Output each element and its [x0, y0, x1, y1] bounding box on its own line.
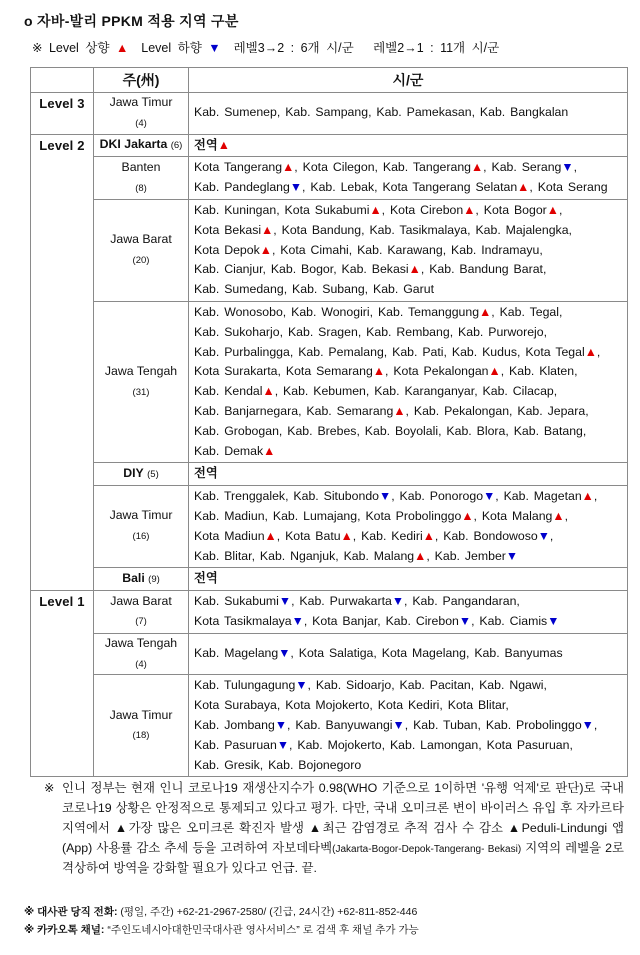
- province-cell: [94, 675, 189, 777]
- city-name: Kab. Kediri: [361, 528, 423, 543]
- city-name: Kota Depok: [194, 242, 260, 257]
- city-name: Kab. Grobogan: [194, 423, 279, 438]
- cities-line: Kab. Banjarnegara, Kab. Semarang▲, Kab. Pekalongan, Kab. Jepara,: [194, 403, 589, 418]
- header-province: 주(州): [94, 68, 189, 93]
- city-name: Kab. Boyolali: [364, 423, 439, 438]
- city-name: Kota Surabaya: [194, 698, 277, 713]
- cities-line: Kab. Pandeglang▼, Kab. Lebak, Kota Tangerang Selatan▲, Kota Serang: [194, 180, 608, 195]
- triangle-down-icon: ▼: [295, 678, 308, 693]
- city-name: Kab. Temanggung: [377, 304, 480, 319]
- triangle-up-icon: ▲: [408, 262, 421, 277]
- cities-line: Kab. Sumenep, Kab. Sampang, Kab. Pamekasan, Kab. Bangkalan: [194, 105, 569, 120]
- province-count: (7): [135, 616, 147, 628]
- city-name: Kab. Ponorogo: [399, 489, 484, 504]
- city-name: Kab. Sumenep: [194, 105, 277, 120]
- cities-cell: [189, 199, 628, 301]
- province-cell: [94, 157, 189, 200]
- triangle-up-icon: ▲: [259, 242, 272, 257]
- city-name: Kab. Nganjuk: [259, 548, 336, 563]
- cities-line: Kab. Magelang▼, Kota Salatiga, Kota Magelang, Kab. Banyumas: [194, 646, 563, 661]
- city-name: Kab. Bondowoso: [443, 528, 538, 543]
- city-name: Kab. Lamongan: [389, 737, 479, 752]
- cities-line: Kab. Madiun, Kab. Lumajang, Kota Probolinggo▲, Kota Malang▲,: [194, 508, 568, 523]
- province-count: (18): [132, 730, 150, 742]
- triangle-down-icon: ▼: [276, 737, 290, 752]
- table-row: [31, 568, 628, 591]
- triangle-up-icon: ▲: [340, 528, 353, 543]
- triangle-down-icon: ▼: [505, 548, 519, 563]
- city-name: Kab. Batang: [513, 423, 583, 438]
- legend-up-label: ※ Level 상향: [32, 41, 110, 55]
- triangle-down-icon: ▼: [581, 717, 594, 732]
- city-name: Kab. Demak: [194, 443, 264, 458]
- triangle-down-icon: ▼: [561, 160, 574, 175]
- contact-label: ※ 대사관 당직 전화:: [24, 906, 118, 919]
- kakaotalk-channel: [24, 921, 628, 939]
- city-name: Kota Blitar: [447, 698, 506, 713]
- triangle-down-icon: ▼: [274, 717, 287, 732]
- city-name: Kota Sukabumi: [284, 202, 370, 217]
- city-name: Kota Pekalongan: [393, 364, 489, 379]
- note-small-text: (Jakarta-Bogor-Depok-Tangerang- Bekasi): [332, 843, 522, 855]
- city-name: Kab. Sukoharjo: [194, 324, 280, 339]
- triangle-up-icon: ▲: [393, 403, 406, 418]
- cities-cell: [189, 93, 628, 135]
- province-name: Jawa Timur: [109, 707, 173, 722]
- city-name: Kab. Magetan: [503, 489, 582, 504]
- city-name: Kab. Purbalingga: [194, 344, 290, 359]
- city-name: Kab. Brebes: [287, 423, 357, 438]
- triangle-up-icon: ▲: [584, 344, 597, 359]
- city-name: Kab. Tuban: [413, 717, 478, 732]
- cities-cell: [189, 486, 628, 568]
- triangle-up-icon: ▲: [217, 137, 230, 152]
- city-name: Kab. Gresik: [194, 757, 260, 772]
- contact-value: “주인도네시아대한민국대사관 영사서비스” 로 검색 후 채널 추가 가능: [104, 924, 419, 937]
- province-cell: [94, 591, 189, 634]
- legend-summary: 레벨3→2 : 6개 시/군 레벨2→1 : 11개 시/군: [233, 41, 500, 55]
- table-row: [31, 157, 628, 200]
- city-name: Kab. Cianjur: [194, 262, 263, 277]
- city-name: Kota Semarang: [285, 364, 373, 379]
- city-name: Kab. Indramayu: [451, 242, 540, 257]
- city-name: Kota Tasikmalaya: [194, 613, 292, 628]
- city-name: Kab. Wonogiri: [291, 304, 370, 319]
- city-name: Kab. Banyumas: [474, 646, 563, 661]
- city-name: Kota Madiun: [194, 528, 265, 543]
- province-cell: [94, 486, 189, 568]
- province-cell: [94, 568, 189, 591]
- cities-line: Kab. Wonosobo, Kab. Wonogiri, Kab. Temanggung▲, Kab. Tegal,: [194, 304, 563, 319]
- triangle-down-icon: ▼: [278, 646, 291, 661]
- city-name: Kab. Tegal: [499, 304, 559, 319]
- triangle-up-icon: ▲: [479, 304, 492, 319]
- city-name: Kab. Purwakarta: [299, 594, 392, 609]
- city-name: Kab. Karanganyar: [374, 384, 475, 399]
- province-count: (9): [148, 573, 160, 585]
- city-name: Kab. Ciamis: [479, 613, 548, 628]
- triangle-down-icon: ▼: [458, 613, 472, 628]
- note-text-end: 지역의 레벨을 2로 격상하여 방역을 강화할 필요가 있다고 언급. 끝.: [62, 840, 625, 876]
- triangle-up-icon: ▲: [262, 384, 275, 399]
- city-name: Kab. Bogor: [270, 262, 334, 277]
- city-name: Kab. Pasuruan: [194, 737, 277, 752]
- triangle-down-icon: ▼: [483, 489, 496, 504]
- city-name: Kab. Kebumen: [283, 384, 366, 399]
- cities-line: Kab. Kuningan, Kota Sukabumi▲, Kota Cirebon▲, Kota Bogor▲,: [194, 202, 563, 217]
- cities-line: Kota Depok▲, Kota Cimahi, Kab. Karawang, Kab. Indramayu,: [194, 242, 543, 257]
- cities-line: Kab. Kendal▲, Kab. Kebumen, Kab. Karanganyar, Kab. Cilacap,: [194, 384, 558, 399]
- city-name: Kota Tegal: [525, 344, 585, 359]
- triangle-up-icon: ▲: [115, 41, 129, 55]
- cities-line: Kab. Pasuruan▼, Kab. Mojokerto, Kab. Lamongan, Kota Pasuruan,: [194, 737, 573, 752]
- city-name: Kab. Bekasi: [341, 262, 409, 277]
- table-row: [31, 591, 628, 634]
- city-name: Kota Serang: [537, 180, 608, 195]
- city-name: Kota Tangerang: [194, 160, 283, 175]
- province-count: (31): [132, 386, 150, 398]
- city-name: Kota Magelang: [381, 646, 466, 661]
- triangle-down-icon: ▼: [379, 489, 392, 504]
- whole-region: 전역: [194, 571, 218, 586]
- triangle-up-icon: ▲: [369, 202, 382, 217]
- embassy-phone: [24, 903, 628, 921]
- cities-line: Kab. Gresik, Kab. Bojonegoro: [194, 757, 362, 772]
- legend: [32, 39, 628, 57]
- triangle-down-icon: ▼: [278, 594, 292, 609]
- level-cell: Level 3: [31, 93, 94, 135]
- triangle-up-icon: ▲: [372, 364, 385, 379]
- city-name: Kab. Madiun: [194, 508, 265, 523]
- province-count: (4): [135, 117, 147, 129]
- province-name: DKI Jakarta: [99, 137, 168, 152]
- triangle-up-icon: ▲: [261, 222, 274, 237]
- triangle-up-icon: ▲: [546, 202, 559, 217]
- triangle-down-icon: ▼: [537, 528, 550, 543]
- cities-line: Kab. Purbalingga, Kab. Pemalang, Kab. Pati, Kab. Kudus, Kota Tegal▲,: [194, 344, 601, 359]
- cities-line: [194, 442, 623, 462]
- city-name: Kota Cirebon: [389, 202, 464, 217]
- city-name: Kab. Lumajang: [272, 508, 358, 523]
- province-count: (16): [132, 531, 150, 543]
- cities-line: Kota Bekasi▲, Kota Bandung, Kab. Tasikmalaya, Kab. Majalengka,: [194, 222, 572, 237]
- city-name: Kota Batu: [285, 528, 341, 543]
- city-name: Kab. Purworejo: [458, 324, 544, 339]
- city-name: Kab. Blitar: [194, 548, 252, 563]
- triangle-up-icon: ▲: [488, 364, 501, 379]
- triangle-down-icon: ▼: [289, 180, 303, 195]
- cities-line: Kota Surakarta, Kota Semarang▲, Kota Pekalongan▲, Kab. Klaten,: [194, 364, 578, 379]
- triangle-up-icon: ▲: [552, 508, 565, 523]
- city-name: Kab. Blora: [446, 423, 506, 438]
- triangle-up-icon: ▲: [414, 548, 427, 563]
- triangle-up-icon: ▲: [461, 508, 474, 523]
- city-name: Kota Pasuruan: [486, 737, 570, 752]
- region-table: [30, 67, 628, 777]
- city-name: Kab. Pemalang: [298, 344, 384, 359]
- city-name: Kab. Malang: [343, 548, 415, 563]
- city-name: Kab. Banyuwangi: [295, 717, 393, 732]
- cities-line: Kota Tangerang▲, Kota Cilegon, Kab. Tangerang▲, Kab. Serang▼,: [194, 160, 577, 175]
- cities-cell: [189, 675, 628, 777]
- city-name: Kota Kediri: [377, 698, 440, 713]
- note: [44, 779, 624, 879]
- triangle-down-icon: ▼: [291, 613, 304, 628]
- city-name: Kab. Serang: [491, 160, 562, 175]
- city-name: Kota Bandung: [281, 222, 362, 237]
- province-name: Jawa Timur: [109, 508, 173, 523]
- province-cell: [94, 301, 189, 462]
- city-name: Kab. Pandeglang: [194, 180, 290, 195]
- city-name: Kab. Pacitan: [399, 678, 471, 693]
- header-cities: 시/군: [189, 68, 628, 93]
- city-name: Kab. Jember: [434, 548, 506, 563]
- city-name: Kab. Sumedang: [194, 282, 284, 297]
- triangle-up-icon: ▲: [263, 443, 276, 458]
- triangle-up-icon: ▲: [264, 528, 277, 543]
- city-name: Kab. Semarang: [306, 403, 394, 418]
- note-text: 인니 정부는 현재 인니 코로나19 재생산지수가 0.98(WHO 기준으로 1이하면 '유행 억제'로 판단)로 국내 코로나19 상황은 안정적으로 통제되고 있다고 평가. 다만, 국내 오미크론 변이 바이러스 유입 후 자카르타 지역에서 ▲가장 많은 오미크론 확진자 발생 ▲최근 감염경로 추적 검사 수 감소 ▲Peduli-Lindungi 앱(App) 사용률 감소 추세 등을 고려하여 자보데타벡: [62, 781, 624, 855]
- city-name: Kab. Subang: [292, 282, 365, 297]
- city-name: Kab. Klaten: [509, 364, 575, 379]
- cities-line: Kab. Blitar, Kab. Nganjuk, Kab. Malang▲, Kab. Jember▼: [194, 548, 519, 563]
- city-name: Kab. Rembang: [366, 324, 450, 339]
- triangle-down-icon: ▼: [547, 613, 560, 628]
- level-cell: Level 1: [31, 591, 94, 777]
- cities-cell: [189, 463, 628, 486]
- city-name: Kab. Probolinggo: [485, 717, 582, 732]
- city-name: Kab. Tangerang: [382, 160, 471, 175]
- province-cell: [94, 134, 189, 157]
- city-name: Kab. Sidoarjo: [315, 678, 392, 693]
- cities-cell: [189, 301, 628, 462]
- province-cell: [94, 93, 189, 135]
- cities-line: Kota Tasikmalaya▼, Kota Banjar, Kab. Cirebon▼, Kab. Ciamis▼: [194, 613, 560, 628]
- province-name: Jawa Timur: [109, 95, 173, 109]
- province-cell: [94, 199, 189, 301]
- city-name: Kota Probolinggo: [365, 508, 462, 523]
- city-name: Kab. Pangandaran: [412, 594, 517, 609]
- triangle-up-icon: ▲: [517, 180, 530, 195]
- city-name: Kab. Sukabumi: [194, 594, 279, 609]
- city-name: Kab. Garut: [373, 282, 434, 297]
- city-name: Kab. Tasikmalaya: [369, 222, 468, 237]
- level-cell: Level 2: [31, 134, 94, 591]
- city-name: Kota Salatiga: [298, 646, 374, 661]
- city-name: Kab. Jombang: [194, 717, 275, 732]
- cities-line: Kab. Tulungagung▼, Kab. Sidoarjo, Kab. Pacitan, Kab. Ngawi,: [194, 678, 547, 693]
- province-count: (20): [132, 254, 150, 266]
- whole-region: 전역: [194, 137, 218, 152]
- cities-cell: [189, 591, 628, 634]
- city-name: Kab. Cirebon: [385, 613, 459, 628]
- city-name: Kab. Karawang: [357, 242, 443, 257]
- triangle-up-icon: ▲: [463, 202, 476, 217]
- contacts: [24, 903, 628, 939]
- cities-line: Kab. Sumedang, Kab. Subang, Kab. Garut: [194, 282, 434, 297]
- city-name: Kab. Jepara: [517, 403, 586, 418]
- triangle-up-icon: ▲: [581, 489, 594, 504]
- note-symbol: ※: [44, 781, 55, 796]
- city-name: Kab. Pekalongan: [413, 403, 510, 418]
- contact-label: ※ 카카오톡 채널:: [24, 924, 105, 937]
- city-name: Kota Surakarta: [194, 364, 278, 379]
- city-name: Kab. Lebak: [310, 180, 375, 195]
- province-count: (6): [170, 140, 183, 152]
- header-level: [31, 68, 94, 93]
- city-name: Kab. Situbondo: [293, 489, 380, 504]
- table-row: [31, 93, 628, 135]
- cities-cell: [189, 134, 628, 157]
- triangle-up-icon: ▲: [282, 160, 295, 175]
- contact-value: (평일, 주간) +62-21-2967-2580/ (긴급, 24시간) +62-811-852-446: [117, 906, 418, 919]
- cities-cell: [189, 157, 628, 200]
- city-name: Kab. Ngawi: [479, 678, 544, 693]
- cities-cell: [189, 568, 628, 591]
- cities-line: Kota Surabaya, Kota Mojokerto, Kota Kediri, Kota Blitar,: [194, 698, 509, 713]
- city-name: Kab. Sragen: [287, 324, 358, 339]
- city-name: Kab. Pamekasan: [376, 105, 472, 120]
- province-name: Jawa Barat: [110, 593, 172, 608]
- table-row: [31, 301, 628, 462]
- cities-line: Kab. Cianjur, Kab. Bogor, Kab. Bekasi▲, Kab. Bandung Barat,: [194, 262, 547, 277]
- city-name: Kab. Kendal: [194, 384, 263, 399]
- table-row: [31, 675, 628, 777]
- city-name: Kab. Majalengka: [475, 222, 569, 237]
- city-name: Kab. Kudus: [451, 344, 517, 359]
- city-name: Kab. Banjarnegara: [194, 403, 299, 418]
- city-name: Kab. Cilacap: [482, 384, 554, 399]
- table-row: [31, 486, 628, 568]
- city-name: Kab. Bandung Barat: [429, 262, 543, 277]
- city-name: Kab. Sampang: [285, 105, 369, 120]
- province-count: (5): [147, 468, 159, 480]
- province-name: DIY: [123, 465, 144, 480]
- city-name: Kab. Kuningan: [194, 202, 277, 217]
- city-name: Kab. Magelang: [194, 646, 279, 661]
- cities-line: Kab. Grobogan, Kab. Brebes, Kab. Boyolali, Kab. Blora, Kab. Batang,: [194, 423, 587, 438]
- cities-line: Kab. Sukoharjo, Kab. Sragen, Kab. Rembang, Kab. Purworejo,: [194, 324, 548, 339]
- province-count: (8): [135, 182, 147, 194]
- city-name: Kab. Trenggalek: [194, 489, 286, 504]
- triangle-up-icon: ▲: [471, 160, 484, 175]
- province-name: Bali: [122, 570, 145, 585]
- legend-down-label: Level 하향: [141, 41, 202, 55]
- whole-region: 전역: [194, 466, 218, 481]
- triangle-down-icon: ▼: [208, 41, 221, 55]
- table-row: [31, 463, 628, 486]
- province-count: (4): [135, 658, 147, 670]
- table-row: [31, 633, 628, 675]
- triangle-down-icon: ▼: [392, 717, 405, 732]
- province-cell: [94, 463, 189, 486]
- city-name: Kota Cimahi: [280, 242, 349, 257]
- city-name: Kota Tangerang Selatan: [382, 180, 518, 195]
- city-name: Kota Bogor: [483, 202, 547, 217]
- city-name: Kota Banjar: [312, 613, 378, 628]
- city-name: Kab. Tulungagung: [194, 678, 296, 693]
- cities-line: Kab. Trenggalek, Kab. Situbondo▼, Kab. Ponorogo▼, Kab. Magetan▲,: [194, 489, 598, 504]
- cities-line: Kab. Sukabumi▼, Kab. Purwakarta▼, Kab. Pangandaran,: [194, 594, 520, 609]
- cities-line: Kota Madiun▲, Kota Batu▲, Kab. Kediri▲, Kab. Bondowoso▼,: [194, 528, 554, 543]
- province-name: Jawa Tengah: [104, 635, 178, 650]
- cities-cell: [189, 633, 628, 675]
- city-name: Kab. Mojokerto: [297, 737, 382, 752]
- triangle-up-icon: ▲: [422, 528, 435, 543]
- city-name: Kab. Bangkalan: [479, 105, 569, 120]
- city-name: Kab. Bojonegoro: [268, 757, 362, 772]
- province-cell: [94, 633, 189, 675]
- city-name: Kota Malang: [481, 508, 553, 523]
- city-name: Kota Bekasi: [194, 222, 262, 237]
- city-name: Kota Cilegon: [302, 160, 375, 175]
- triangle-down-icon: ▼: [391, 594, 404, 609]
- section-title: o 자바-발리 PPKM 적용 지역 구분: [24, 13, 239, 29]
- cities-line: Kab. Jombang▼, Kab. Banyuwangi▼, Kab. Tuban, Kab. Probolinggo▼,: [194, 717, 598, 732]
- table-row: [31, 134, 628, 157]
- province-name: Banten: [121, 159, 161, 174]
- table-row: [31, 199, 628, 301]
- province-name: Jawa Barat: [110, 232, 172, 247]
- province-name: Jawa Tengah: [104, 363, 178, 378]
- city-name: Kota Mojokerto: [285, 698, 370, 713]
- city-name: Kab. Wonosobo: [194, 304, 283, 319]
- city-name: Kab. Pati: [392, 344, 444, 359]
